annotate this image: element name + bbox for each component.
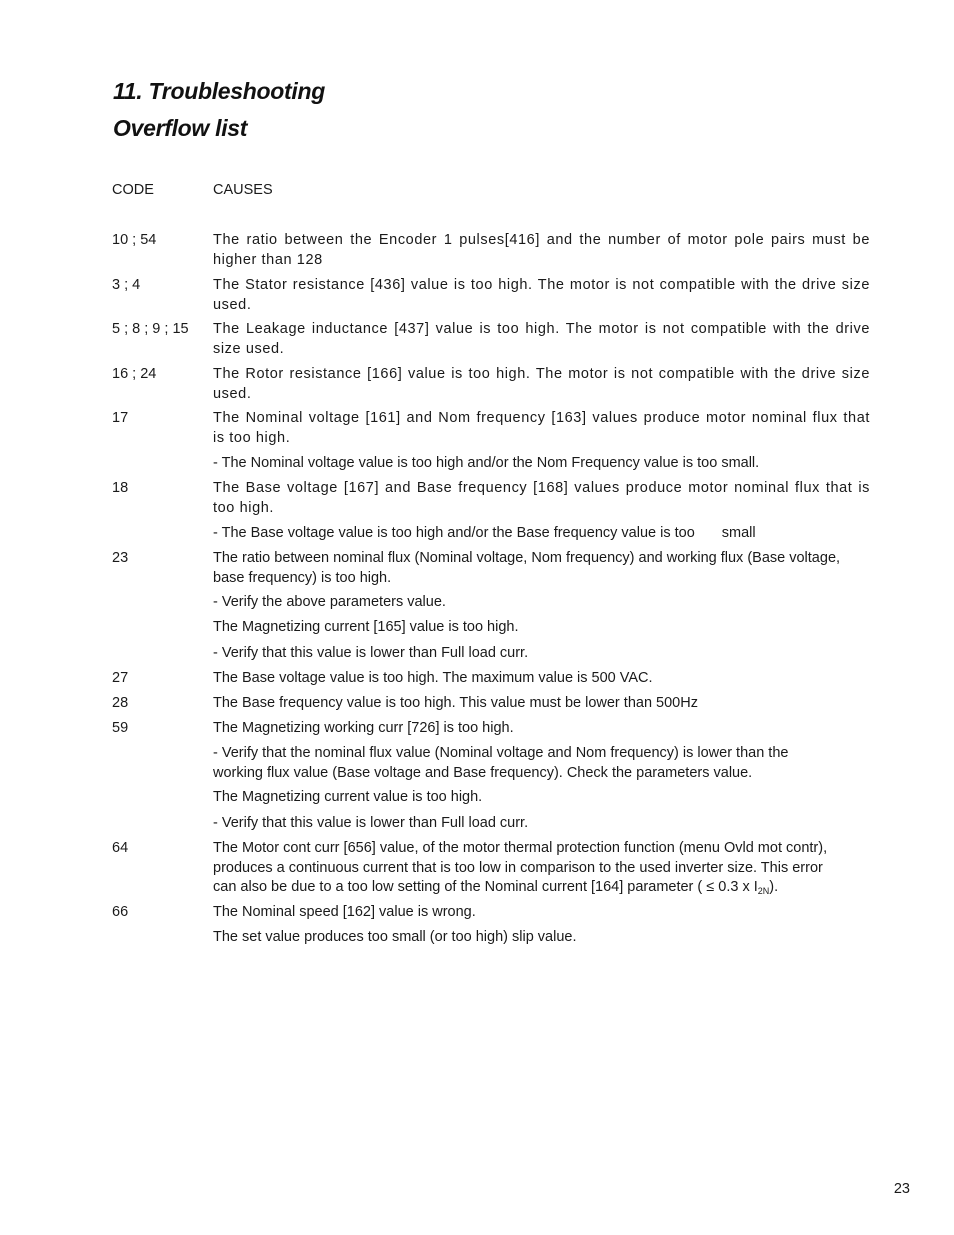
row-cause-text: The Motor cont curr [656] value, of the motor thermal protection function (menu Ovld mot contr), produces a continuous current that is too low in comparison to the used inverter size. This error can also be due to a too low setting of the Nominal current [164] parameter ( ≤ 0.3 x I <box>213 840 828 895</box>
row-cause-note-text: - The Base voltage value is too high and/or the Base frequency value is too <box>213 525 695 541</box>
row-cause-note: - Verify the above parameters value. <box>213 594 446 610</box>
row-code: 28 <box>112 695 129 711</box>
row-cause: The Nominal speed [162] value is wrong. <box>213 904 476 920</box>
row-code: 17 <box>112 410 129 426</box>
row-cause: The Base frequency value is too high. This value must be lower than 500Hz <box>213 695 698 711</box>
row-cause: The Leakage inductance [437] value is too high. The motor is not compatible with the drive size used. <box>213 321 870 357</box>
row-code: 10 ; 54 <box>112 232 157 248</box>
row-code: 16 ; 24 <box>112 366 157 382</box>
causes-column-header: CAUSES <box>213 182 273 198</box>
row-code: 18 <box>112 480 129 496</box>
row-cause: The Rotor resistance [166] value is too high. The motor is not compatible with the drive size used. <box>213 366 870 402</box>
row-cause-note-tail: small <box>721 525 756 541</box>
row-cause-line: The set value produces too small (or too high) slip value. <box>213 929 577 945</box>
list-title: Overflow list <box>113 115 248 141</box>
row-cause: The Base voltage value is too high. The maximum value is 500 VAC. <box>213 670 653 686</box>
row-code: 23 <box>112 550 129 566</box>
row-cause: The Magnetizing working curr [726] is too high. <box>213 720 514 736</box>
row-cause-note: - Verify that this value is lower than Full load curr. <box>213 815 529 831</box>
row-cause: The Base voltage [167] and Base frequency [168] values produce motor nominal flux that is too high. <box>213 480 870 516</box>
row-code: 3 ; 4 <box>112 277 141 293</box>
row-cause: The Stator resistance [436] value is too high. The motor is not compatible with the drive size used. <box>213 277 870 313</box>
row-cause-text-end: ). <box>769 879 779 895</box>
page-number: 23 <box>893 1181 910 1197</box>
row-code: 59 <box>112 720 129 736</box>
row-cause: The ratio between the Encoder 1 pulses[416] and the number of motor pole pairs must be higher than 128 <box>213 232 870 268</box>
subscript-2n: 2N <box>757 886 770 896</box>
code-column-header: CODE <box>112 182 154 198</box>
row-cause-note: - Verify that the nominal flux value (Nominal voltage and Nom frequency) is lower than the working flux value (Base voltage and Base frequency). Check the parameters value. <box>213 745 789 781</box>
row-cause-line: The Magnetizing current value is too high. <box>213 789 483 805</box>
row-cause: The ratio between nominal flux (Nominal voltage, Nom frequency) and working flux (Base voltage, base frequency) is too high. <box>213 550 841 586</box>
row-cause <box>213 839 848 902</box>
row-code: 5 ; 8 ; 9 ; 15 <box>112 321 189 337</box>
section-title: 11. Troubleshooting <box>113 78 325 104</box>
row-code: 27 <box>112 670 129 686</box>
row-code: 64 <box>112 840 129 856</box>
row-cause: The Nominal voltage [161] and Nom frequency [163] values produce motor nominal flux that is too high. <box>213 410 870 446</box>
row-cause-line: The Magnetizing current [165] value is too high. <box>213 619 519 635</box>
row-code: 66 <box>112 904 129 920</box>
row-cause-note: - Verify that this value is lower than Full load curr. <box>213 645 529 661</box>
row-cause-note <box>213 524 870 544</box>
row-cause-note: - The Nominal voltage value is too high and/or the Nom Frequency value is too small. <box>213 455 760 471</box>
